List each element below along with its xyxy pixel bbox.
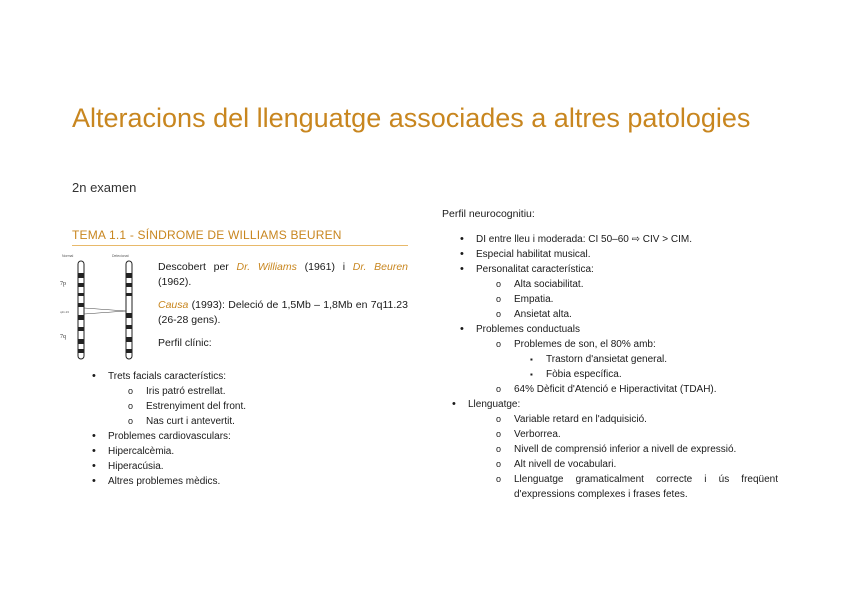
list-item: • Trets facials característics: o Iris patró estrellat. o Estrenyiment del front. o Nas curt i antevertit. xyxy=(90,369,390,429)
list-item: • Problemes cardiovasculars: xyxy=(90,429,390,444)
list-item: o Verborrea. xyxy=(496,427,778,442)
figure-label-normal: Normal xyxy=(62,254,74,258)
list-item: • Hiperacúsia. xyxy=(90,459,390,474)
author-beuren: Dr. Beuren xyxy=(352,261,409,273)
clinic-label: Perfil clínic: xyxy=(158,337,212,349)
list-item: o Iris patró estrellat. xyxy=(128,384,390,399)
list-item: o Alta sociabilitat. xyxy=(496,277,778,292)
chromosome-diagram xyxy=(60,253,140,363)
list-item: o Llenguatge gramaticalment correcte i ús freqüent d'expressions complexes i frases fetes. xyxy=(496,472,778,502)
list-item: o Estrenyiment del front. xyxy=(128,399,390,414)
list-item: ▪ Trastorn d'ansietat general. xyxy=(530,352,778,367)
figure-p-label: 7p xyxy=(60,281,66,287)
description-block xyxy=(158,260,408,359)
author-williams: Dr. Williams xyxy=(236,261,297,273)
neuro-heading: Perfil neurocognitiu: xyxy=(442,208,535,220)
list-item: o Empatia. xyxy=(496,292,778,307)
list-item: o Nas curt i antevertit. xyxy=(128,414,390,429)
list-item: o Nivell de comprensió inferior a nivell de expressió. xyxy=(496,442,778,457)
list-item: • Altres problemes mèdics. xyxy=(90,474,390,489)
list-item: • Hipercalcèmia. xyxy=(90,444,390,459)
list-item: ▪ Fòbia específica. xyxy=(530,367,778,382)
figure-region-label: q11.23 xyxy=(60,310,69,314)
tema-section xyxy=(72,228,408,246)
list-item: • Especial habilitat musical. xyxy=(458,247,778,262)
tema-heading: TEMA 1.1 - SÍNDROME DE WILLIAMS BEUREN xyxy=(72,228,408,246)
discovered-line: Descobert per Dr. Williams (1961) i Dr. Beuren (1962). xyxy=(158,261,409,288)
list-item: o Problemes de son, el 80% amb: ▪ Trastorn d'ansietat general. ▪ Fòbia específica. xyxy=(496,337,778,382)
list-item: • DI entre lleu i moderada: CI 50–60 ⇨ CIV > CIM. xyxy=(458,232,778,247)
list-item: • Personalitat característica: o Alta sociabilitat. o Empatia. o Ansietat alta. xyxy=(458,262,778,322)
list-item: • Llenguatge: o Variable retard en l'adquisició. o Verborrea. o Nivell de comprensió inferior a nivell de expressió. o Alt nivell de vocabulari. o Llenguatge gramaticalment correcte i ús freqüent d'expressions complexes i frases fetes. xyxy=(450,397,778,502)
neuro-list xyxy=(458,232,778,397)
causa-line: Causa (1993): Deleció de 1,5Mb – 1,8Mb en 7q11.23 (26-28 gens). xyxy=(158,299,408,326)
clinical-list xyxy=(90,369,390,489)
list-item: o Variable retard en l'adquisició. xyxy=(496,412,778,427)
list-item: o 64% Dèficit d'Atenció e Hiperactivitat (TDAH). xyxy=(496,382,778,397)
figure-q-label: 7q xyxy=(60,334,66,340)
page-subtitle: 2n examen xyxy=(72,180,137,195)
list-item: o Alt nivell de vocabulari. xyxy=(496,457,778,472)
page-title: Alteracions del llenguatge associades a altres patologies xyxy=(72,103,751,133)
neurocognitive-section xyxy=(442,208,778,502)
language-list xyxy=(450,397,778,502)
list-item: o Ansietat alta. xyxy=(496,307,778,322)
list-item: • Problemes conductuals o Problemes de son, el 80% amb: ▪ Trastorn d'ansietat general. ▪ Fòbia específica. o 64% Dèficit d'Atenció e Hiperactivitat (TDAH). xyxy=(458,322,778,397)
figure-label-deleted: Delecionat xyxy=(112,254,129,258)
